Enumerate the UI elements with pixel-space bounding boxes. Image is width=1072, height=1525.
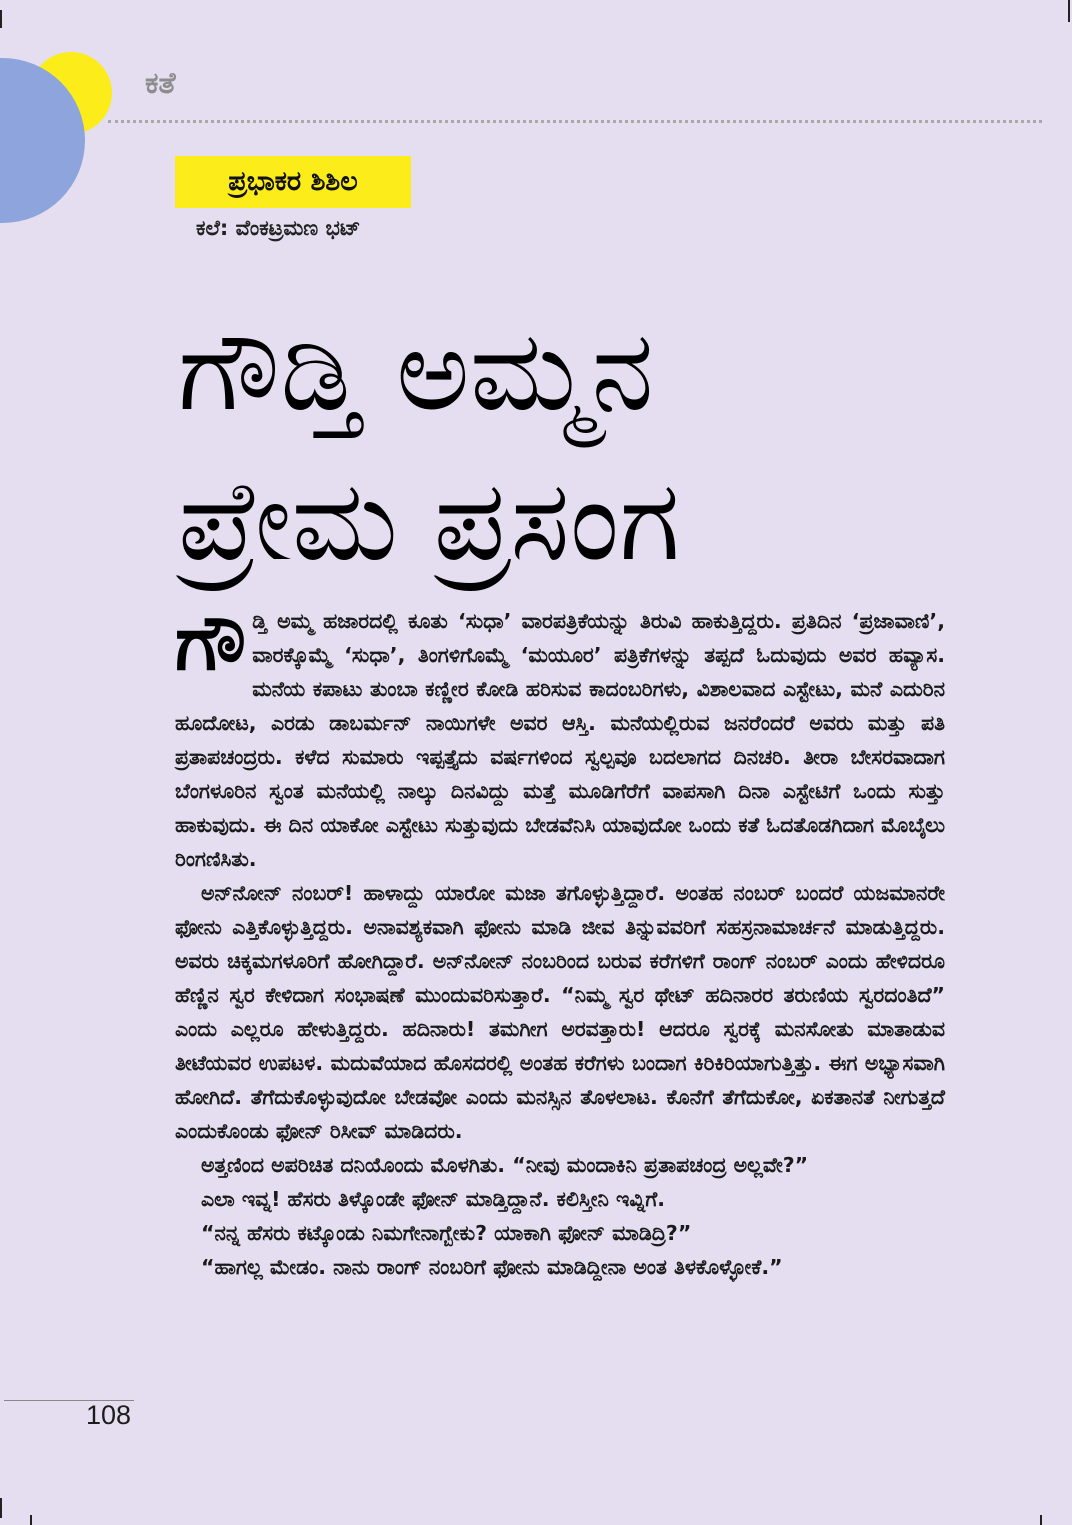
crop-mark (1040, 1515, 1042, 1525)
paragraph-text: ಡ್ತಿ ಅಮ್ಮ ಹಜಾರದಲ್ಲಿ ಕೂತು ‘ಸುಧಾ’ ವಾರಪತ್ರಿಕೆಯನ್ನು ತಿರುವಿ ಹಾಕುತ್ತಿದ್ದರು. ಪ್ರತಿದಿನ ‘ಪ್ರಜಾವಾಣಿ’, ವಾರಕ್ಕೊಮ್ಮೆ ‘ಸುಧಾ’, ತಿಂಗಳಿಗೊಮ್ಮೆ ‘ಮಯೂರ’ ಪತ್ರಿಕೆಗಳನ್ನು ತಪ್ಪದೆ ಓದುವುದು ಅವರ ಹವ್ಯಾಸ. ಮನೆಯ ಕಪಾಟು ತುಂಬಾ ಕಣ್ಣೀರ ಕೋಡಿ ಹರಿಸುವ ಕಾದಂಬರಿಗಳು, ವಿಶಾಲವಾದ ಎಸ್ಟೇಟು, ಮನೆ ಎದುರಿನ ಹೂದೋಟ, ಎರಡು ಡಾಬರ್ಮನ್ ನಾಯಿಗಳೇ ಅವರ ಆಸ್ತಿ. ಮನೆಯಲ್ಲಿರುವ ಜನರೆಂದರೆ ಅವರು ಮತ್ತು ಪತಿ ಪ್ರತಾಪಚಂದ್ರರು. ಕಳೆದ ಸುಮಾರು ಇಪ್ಪತ್ತೈದು ವರ್ಷಗಳಿಂದ ಸ್ವಲ್ಪವೂ ಬದಲಾಗದ ದಿನಚರಿ. ತೀರಾ ಬೇಸರವಾದಾಗ ಬೆಂಗಳೂರಿನ ಸ್ವಂತ ಮನೆಯಲ್ಲಿ ನಾಲ್ಕು ದಿನವಿದ್ದು ಮತ್ತೆ ಮೂಡಿಗೆರೆಗೆ ವಾಪಸಾಗಿ ದಿನಾ ಎಸ್ಟೇಟಿಗೆ ಒಂದು ಸುತ್ತು ಹಾಕುವುದು. ಈ ದಿನ ಯಾಕೋ ಎಸ್ಟೇಟು ಸುತ್ತುವುದು ಬೇಡವೆನಿಸಿ ಯಾವುದೋ ಒಂದು ಕತೆ ಓದತೊಡಗಿದಾಗ ಮೊಬೈಲು ರಿಂಗಣಿಸಿತು. (175, 609, 945, 871)
title-line-1: ಗೌಡ್ತಿ ಅಮ್ಮನ (178, 306, 654, 436)
section-label: ಕತೆ (145, 66, 176, 101)
illustration-credit: ಕಲೆ: ವೆಂಕಟ್ರಮಣ ಭಟ್ (196, 216, 361, 240)
crop-mark (1068, 0, 1070, 22)
crop-mark (30, 1515, 32, 1525)
page-number: 108 (86, 1400, 132, 1430)
story-body (175, 598, 945, 1284)
drop-cap: ಗೌ (175, 598, 247, 688)
paragraph: ಅನ್‌ನೋನ್ ನಂಬರ್! ಹಾಳಾದ್ದು ಯಾರೋ ಮಜಾ ತಗೊಳ್ಳುತ್ತಿದ್ದಾರೆ. ಅಂತಹ ನಂಬರ್ ಬಂದರೆ ಯಜಮಾನರೇ ಫೋನು ಎತ್ತಿಕೊಳ್ಳುತ್ತಿದ್ದರು. ಅನಾವಶ್ಯಕವಾಗಿ ಫೋನು ಮಾಡಿ ಜೀವ ತಿನ್ನುವವರಿಗೆ ಸಹಸ್ರನಾಮಾರ್ಚನೆ ಮಾಡುತ್ತಿದ್ದರು. ಅವರು ಚಿಕ್ಕಮಗಳೂರಿಗೆ ಹೋಗಿದ್ದಾರೆ. ಅನ್‌ನೋನ್ ನಂಬರಿಂದ ಬರುವ ಕರೆಗಳಿಗೆ ರಾಂಗ್ ನಂಬರ್ ಎಂದು ಹೇಳಿದರೂ ಹೆಣ್ಣಿನ ಸ್ವರ ಕೇಳಿದಾಗ ಸಂಭಾಷಣೆ ಮುಂದುವರಿಸುತ್ತಾರೆ. “ನಿಮ್ಮ ಸ್ವರ ಥೇಟ್ ಹದಿನಾರರ ತರುಣಿಯ ಸ್ವರದಂತಿದೆ” ಎಂದು ಎಲ್ಲರೂ ಹೇಳುತ್ತಿದ್ದರು. ಹದಿನಾರು! ತಮಗೀಗ ಅರವತ್ತಾರು! ಆದರೂ ಸ್ವರಕ್ಕೆ ಮನಸೋತು ಮಾತಾಡುವ ತೀಟೆಯವರ ಉಪಟಳ. ಮದುವೆಯಾದ ಹೊಸದರಲ್ಲಿ ಅಂತಹ ಕರೆಗಳು ಬಂದಾಗ ಕಿರಿಕಿರಿಯಾಗುತ್ತಿತ್ತು. ಈಗ ಅಭ್ಯಾಸವಾಗಿ ಹೋಗಿದೆ. ತೆಗೆದುಕೊಳ್ಳುವುದೋ ಬೇಡವೋ ಎಂದು ಮನಸ್ಸಿನ ತೊಳಲಾಟ. ಕೊನೆಗೆ ತೆಗೆದುಕೋ, ಏಕತಾನತೆ ನೀಗುತ್ತದೆ ಎಂದುಕೊಂಡು ಫೋನ್ ರಿಸೀವ್ ಮಾಡಿದರು. (175, 881, 945, 1143)
crop-mark (0, 10, 2, 28)
author-name: ಪ್ರಭಾಕರ ಶಿಶಿಲ (175, 156, 411, 208)
dialogue-line: ಅತ್ತಣಿಂದ ಅಪರಿಚಿತ ದನಿಯೊಂದು ಮೊಳಗಿತು. “ನೀವು ಮಂದಾಕಿನಿ ಪ್ರತಾಪಚಂದ್ರ ಅಲ್ಲವೇ?” (201, 1153, 809, 1177)
dotted-divider (108, 120, 1042, 123)
dialogue-line: ಎಲಾ ಇವ್ನ! ಹೆಸರು ತಿಳ್ಕೊಂಡೇ ಫೋನ್ ಮಾಡ್ತಿದ್ದಾನೆ. ಕಲಿಸ್ತೀನಿ ಇವ್ನಿಗೆ. (201, 1187, 666, 1211)
title-line-2: ಪ್ರೇಮ ಪ್ರಸಂಗ (178, 456, 680, 586)
paragraph (175, 598, 945, 876)
story-title (178, 296, 680, 596)
dialogue-line: “ನನ್ನ ಹೆಸರು ಕಟ್ಕೊಂಡು ನಿಮಗೇನಾಗ್ಬೇಕು? ಯಾಕಾಗಿ ಫೋನ್ ಮಾಡಿದ್ರಿ?” (201, 1221, 692, 1245)
crop-mark (0, 1498, 2, 1518)
dialogue-line: “ಹಾಗಲ್ಲ ಮೇಡಂ. ನಾನು ರಾಂಗ್ ನಂಬರಿಗೆ ಫೋನು ಮಾಡಿದ್ದೀನಾ ಅಂತ ತಿಳಕೊಳ್ಳೋಕೆ.” (201, 1255, 783, 1279)
